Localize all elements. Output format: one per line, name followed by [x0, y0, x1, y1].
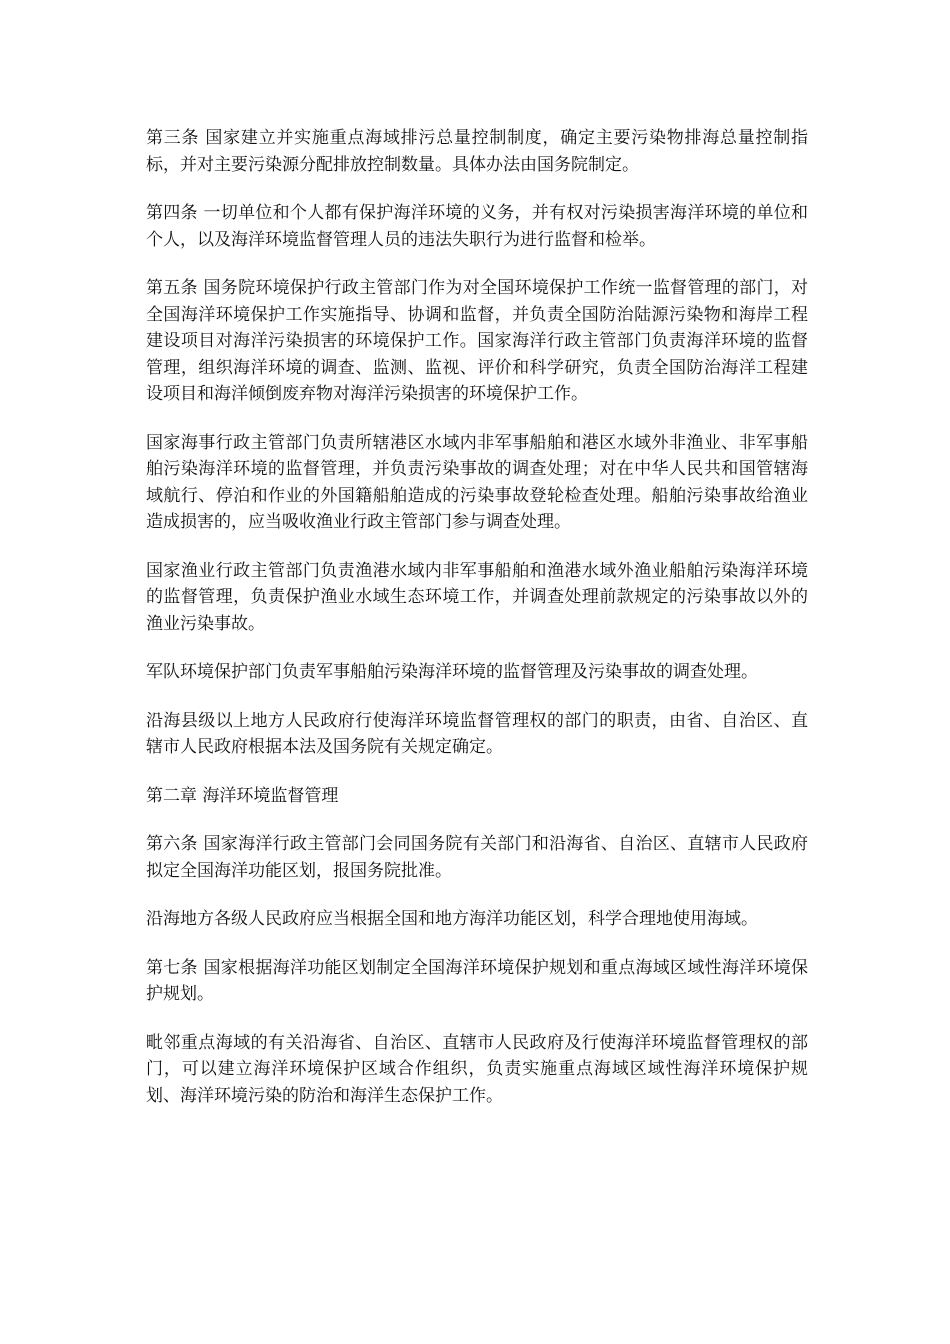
document-body: [146, 125, 808, 1131]
article-3-paragraph: 第三条 国家建立并实施重点海域排污总量控制制度，确定主要污染物排海总量控制指标，并对主要污染源分配排放控制数量。具体办法由国务院制定。: [146, 128, 808, 175]
local-government-paragraph: 沿海县级以上地方人民政府行使海洋环境监督管理权的部门的职责，由省、自治区、直辖市人民政府根据本法及国务院有关规定确定。: [146, 710, 808, 757]
article-7-paragraph: 第七条 国家根据海洋功能区划制定全国海洋环境保护规划和重点海域区域性海洋环境保护规划。: [146, 957, 808, 1004]
military-authority-paragraph: 军队环境保护部门负责军事船舶污染海洋环境的监督管理及污染事故的调查处理。: [146, 662, 758, 682]
chapter-2-heading: 第二章 海洋环境监督管理: [146, 785, 339, 806]
article-5-paragraph: 第五条 国务院环境保护行政主管部门作为对全国环境保护工作统一监督管理的部门，对全国海洋环境保护工作实施指导、协调和监督，并负责全国防治陆源污染物和海岸工程建设项目对海洋污染损害的环境保护工作。国家海洋行政主管部门负责海洋环境的监督管理，组织海洋环境的调查、监测、监视、评价和科学研究，负责全国防治海洋工程建设项目和海洋倾倒废弃物对海洋污染损害的环境保护工作。: [146, 278, 808, 404]
maritime-authority-paragraph: 国家海事行政主管部门负责所辖港区水域内非军事船舶和港区水域外非渔业、非军事船舶污染海洋环境的监督管理，并负责污染事故的调查处理；对在中华人民共和国管辖海域航行、停泊和作业的外国籍船舶造成的污染事故登轮检查处理。船舶污染事故给渔业造成损害的，应当吸收渔业行政主管部门参与调查处理。: [146, 432, 808, 532]
article-4-paragraph: 第四条 一切单位和个人都有保护海洋环境的义务，并有权对污染损害海洋环境的单位和个人，以及海洋环境监督管理人员的违法失职行为进行监督和检举。: [146, 203, 808, 250]
regional-cooperation-paragraph: 毗邻重点海域的有关沿海省、自治区、直辖市人民政府及行使海洋环境监督管理权的部门，可以建立海洋环境保护区域合作组织，负责实施重点海域区域性海洋环境保护规划、海洋环境污染的防治和海洋生态保护工作。: [146, 1032, 808, 1106]
coastal-government-paragraph: 沿海地方各级人民政府应当根据全国和地方海洋功能区划，科学合理地使用海域。: [146, 909, 758, 929]
fishery-authority-paragraph: 国家渔业行政主管部门负责渔港水域内非军事船舶和渔港水域外渔业船舶污染海洋环境的监督管理，负责保护渔业水域生态环境工作，并调查处理前款规定的污染事故以外的渔业污染事故。: [146, 560, 808, 634]
article-6-paragraph: 第六条 国家海洋行政主管部门会同国务院有关部门和沿海省、自治区、直辖市人民政府拟定全国海洋功能区划，报国务院批准。: [146, 834, 808, 881]
